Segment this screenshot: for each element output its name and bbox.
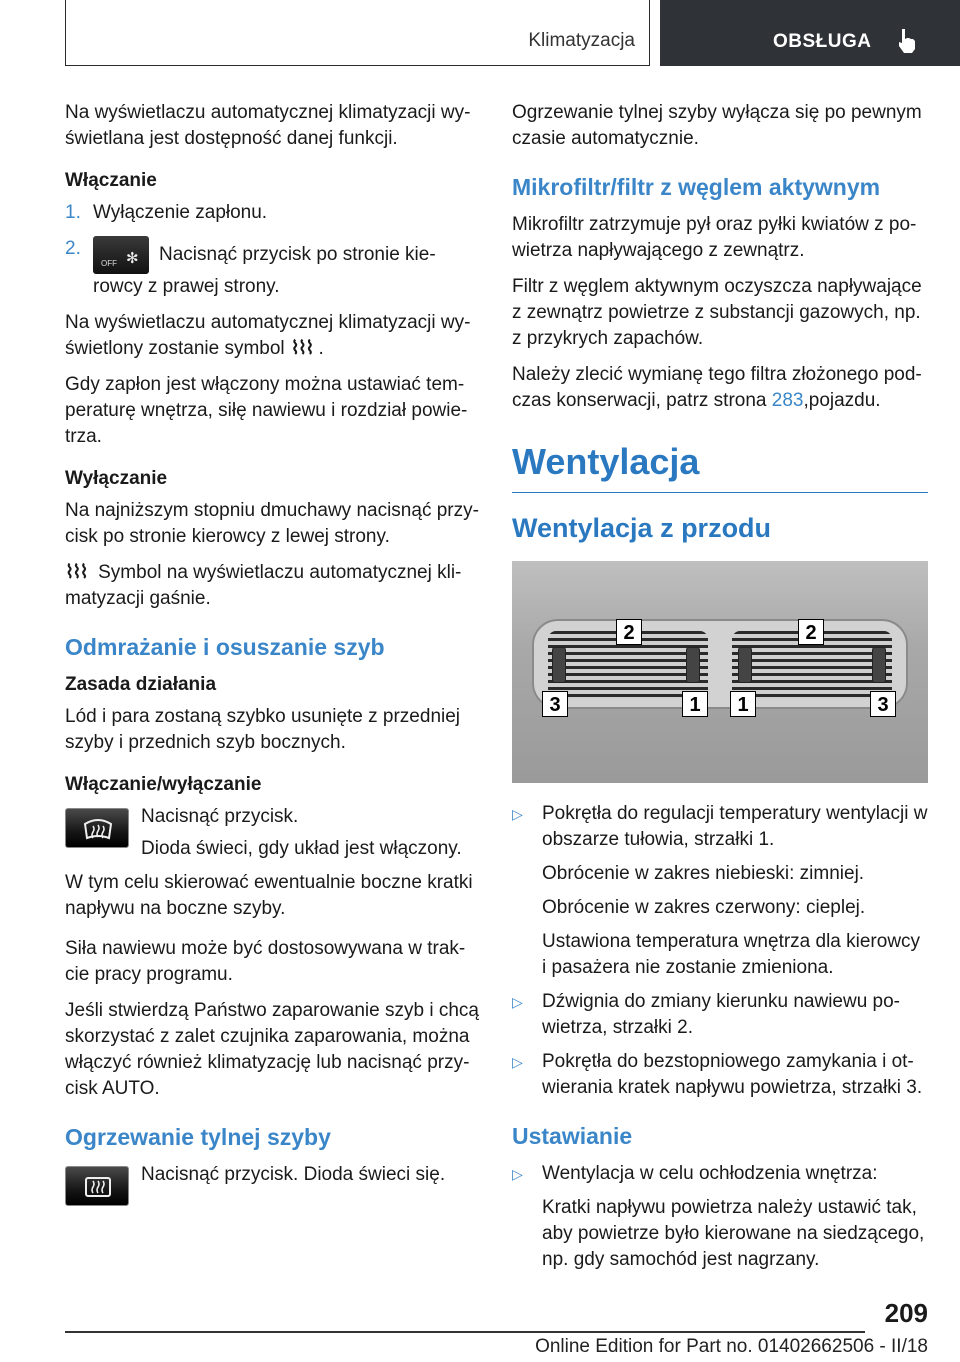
rear-text <box>141 1162 485 1198</box>
photo-marker: 2 <box>798 619 824 645</box>
defrost-text <box>141 804 485 862</box>
bullet-item <box>512 989 928 1041</box>
footer-divider <box>65 1331 865 1333</box>
page-link[interactable]: 283 <box>771 390 804 411</box>
filter-text-3 <box>512 362 928 414</box>
symbol-text-b: . <box>318 338 324 359</box>
bullet-text: Pokrętła do bezstopniowego zamykania i ot-wierania kratek napływu powietrza, strzałki 3. <box>542 1051 923 1098</box>
vent-wheel <box>738 647 752 683</box>
header-section-title: Klimatyzacja <box>528 30 635 51</box>
photo-marker: 1 <box>730 691 756 717</box>
rear-button-row <box>65 1162 485 1206</box>
photo-marker: 1 <box>682 691 708 717</box>
vent-wheel <box>552 647 566 683</box>
front-defrost-icon <box>83 816 113 842</box>
off-label: Wyłączanie <box>65 468 168 489</box>
symbol-off-label: Symbol na wyświetlaczu automatycznej kli-matyzacji gaśnie. <box>65 562 462 609</box>
bullet-item <box>512 1161 928 1187</box>
left-column <box>65 100 485 1214</box>
led-text: Dioda świeci, gdy układ jest włączony. <box>141 838 462 859</box>
off-label: OFF <box>101 259 117 268</box>
vent-frame <box>532 619 908 709</box>
rear-auto-off-text: Ogrzewanie tylnej szyby wyłącza się po pewnym czasie automatycznie. <box>512 102 922 149</box>
list-text-wrap <box>93 236 485 300</box>
fan-off-button-image <box>93 236 149 274</box>
bullet-text: Pokrętła do regulacji temperatury wentylacji w obszarze tułowia, strzałki 1. <box>542 803 928 850</box>
defrost-heading: Odmrażanie i osuszanie szyb <box>65 634 385 660</box>
triangle-bullet-icon: ▷ <box>512 1054 523 1070</box>
bullet-sub: Kratki napływu powietrza należy ustawić tak, aby powietrze było kierowane na siedzącego, np. gdy samochód jest nagrzany. <box>542 1197 925 1270</box>
ignition-text: Gdy zapłon jest włączony można ustawiać tem-peraturę wnętrza, siłę nawiewu i rozdział powie-trza. <box>65 374 468 447</box>
ventilation-heading: Wentylacja <box>512 440 928 493</box>
filter-text-3b: ,pojazdu. <box>803 390 881 411</box>
header-tab <box>660 0 960 66</box>
rear-defrost-button-image <box>65 1166 129 1206</box>
fogging-text: Jeśli stwierdzą Państwo zaparowanie szyb i chcą skorzystać z zalet czujnika zaparowania, można włączyć również klimatyzację lub nacisnąć przy-cisk AUTO. <box>65 1000 479 1099</box>
press-text: Nacisnąć przycisk. <box>141 806 299 827</box>
heat-waves-icon: ⌇⌇⌇ <box>290 338 313 359</box>
vent-wheel <box>686 647 700 683</box>
defrost-button-row <box>65 804 485 862</box>
rear-heating-heading: Ogrzewanie tylnej szyby <box>65 1124 331 1150</box>
bullet-sub: Obrócenie w zakres niebieski: zimniej. <box>542 863 865 884</box>
list-number: 2. <box>65 238 81 259</box>
front-defrost-button-image <box>65 808 129 848</box>
right-column <box>512 100 928 1281</box>
bullet-sub: Ustawiona temperatura wnętrza dla kierowcy i pasażera nie zostanie zmieniona. <box>542 931 921 978</box>
bullet-text: Wentylacja w celu ochłodzenia wnętrza: <box>542 1163 878 1184</box>
triangle-bullet-icon: ▷ <box>512 994 523 1010</box>
side-vents-text: W tym celu skierować ewentualnie boczne kratki napływu na boczne szyby. <box>65 872 473 919</box>
on-label: Włączanie <box>65 170 157 191</box>
page-number: 209 <box>884 1298 928 1328</box>
triangle-bullet-icon: ▷ <box>512 806 523 822</box>
photo-marker: 3 <box>542 691 568 717</box>
rear-press-text: Nacisnąć przycisk. Dioda świeci się. <box>141 1164 446 1185</box>
list-item <box>65 236 485 300</box>
heat-waves-icon: ⌇⌇⌇ <box>65 562 87 583</box>
off-text: Na najniższym stopniu dmuchawy nacisnąć przy-cisk po stronie kierowcy z lewej strony. <box>65 500 479 547</box>
photo-marker: 2 <box>616 619 642 645</box>
setting-heading: Ustawianie <box>512 1123 633 1149</box>
onoff-label: Włączanie/wyłączanie <box>65 774 262 795</box>
header-tab-label: OBSŁUGA <box>773 31 872 52</box>
filter-text-2: Filtr z węglem aktywnym oczyszcza napływające z zewnątrz powietrze z substancji gazowych, np. z przykrych zapachów. <box>512 276 922 349</box>
photo-marker: 3 <box>870 691 896 717</box>
intro-text: Na wyświetlaczu automatycznej klimatyzacji wy-świetlana jest dostępność danej funkcji. <box>65 102 471 149</box>
bullet-item <box>512 1049 928 1101</box>
filter-heading: Mikrofiltr/filtr z węglem aktywnym <box>512 174 881 200</box>
front-ventilation-heading: Wentylacja z przodu <box>512 513 772 543</box>
filter-text-1: Mikrofiltr zatrzymuje pył oraz pyłki kwiatów z po-wietrza napływającego z zewnątrz. <box>512 214 917 261</box>
header-section-box <box>65 0 650 66</box>
footer-edition: Online Edition for Part no. 01402662506 - II/18 <box>535 1336 928 1357</box>
principle-text: Lód i para zostaną szybko usunięte z przedniej szyby i przednich szyb bocznych. <box>65 706 461 753</box>
filter-text-3a: Należy zlecić wymianę tego filtra złożonego pod-czas konserwacji, patrz strona <box>512 364 922 411</box>
fan-icon: ✻ <box>126 250 139 267</box>
hand-pointer-icon <box>896 27 918 55</box>
symbol-off-text <box>65 560 485 612</box>
list-item <box>65 200 485 226</box>
triangle-bullet-icon: ▷ <box>512 1166 523 1182</box>
list-number: 1. <box>65 202 81 223</box>
principle-label: Zasada działania <box>65 674 217 695</box>
symbol-on-text <box>65 310 485 362</box>
bullet-item <box>512 801 928 853</box>
vent-wheel <box>872 647 886 683</box>
list-text: Wyłączenie zapłonu. <box>93 202 268 223</box>
bullet-text: Dźwignia do zmiany kierunku nawiewu po-wietrza, strzałki 2. <box>542 991 901 1038</box>
symbol-text-a: Na wyświetlaczu automatycznej klimatyzacji wy-świetlony zostanie symbol <box>65 312 471 359</box>
list-text: Nacisnąć przycisk po stronie kie-rowcy z prawej strony. <box>93 244 436 297</box>
bullet-sub: Obrócenie w zakres czerwony: cieplej. <box>542 897 866 918</box>
vent-photo <box>512 561 928 783</box>
rear-defrost-icon <box>83 1174 113 1200</box>
airflow-text: Siła nawiewu może być dostosowywana w trak-cie pracy programu. <box>65 938 466 985</box>
